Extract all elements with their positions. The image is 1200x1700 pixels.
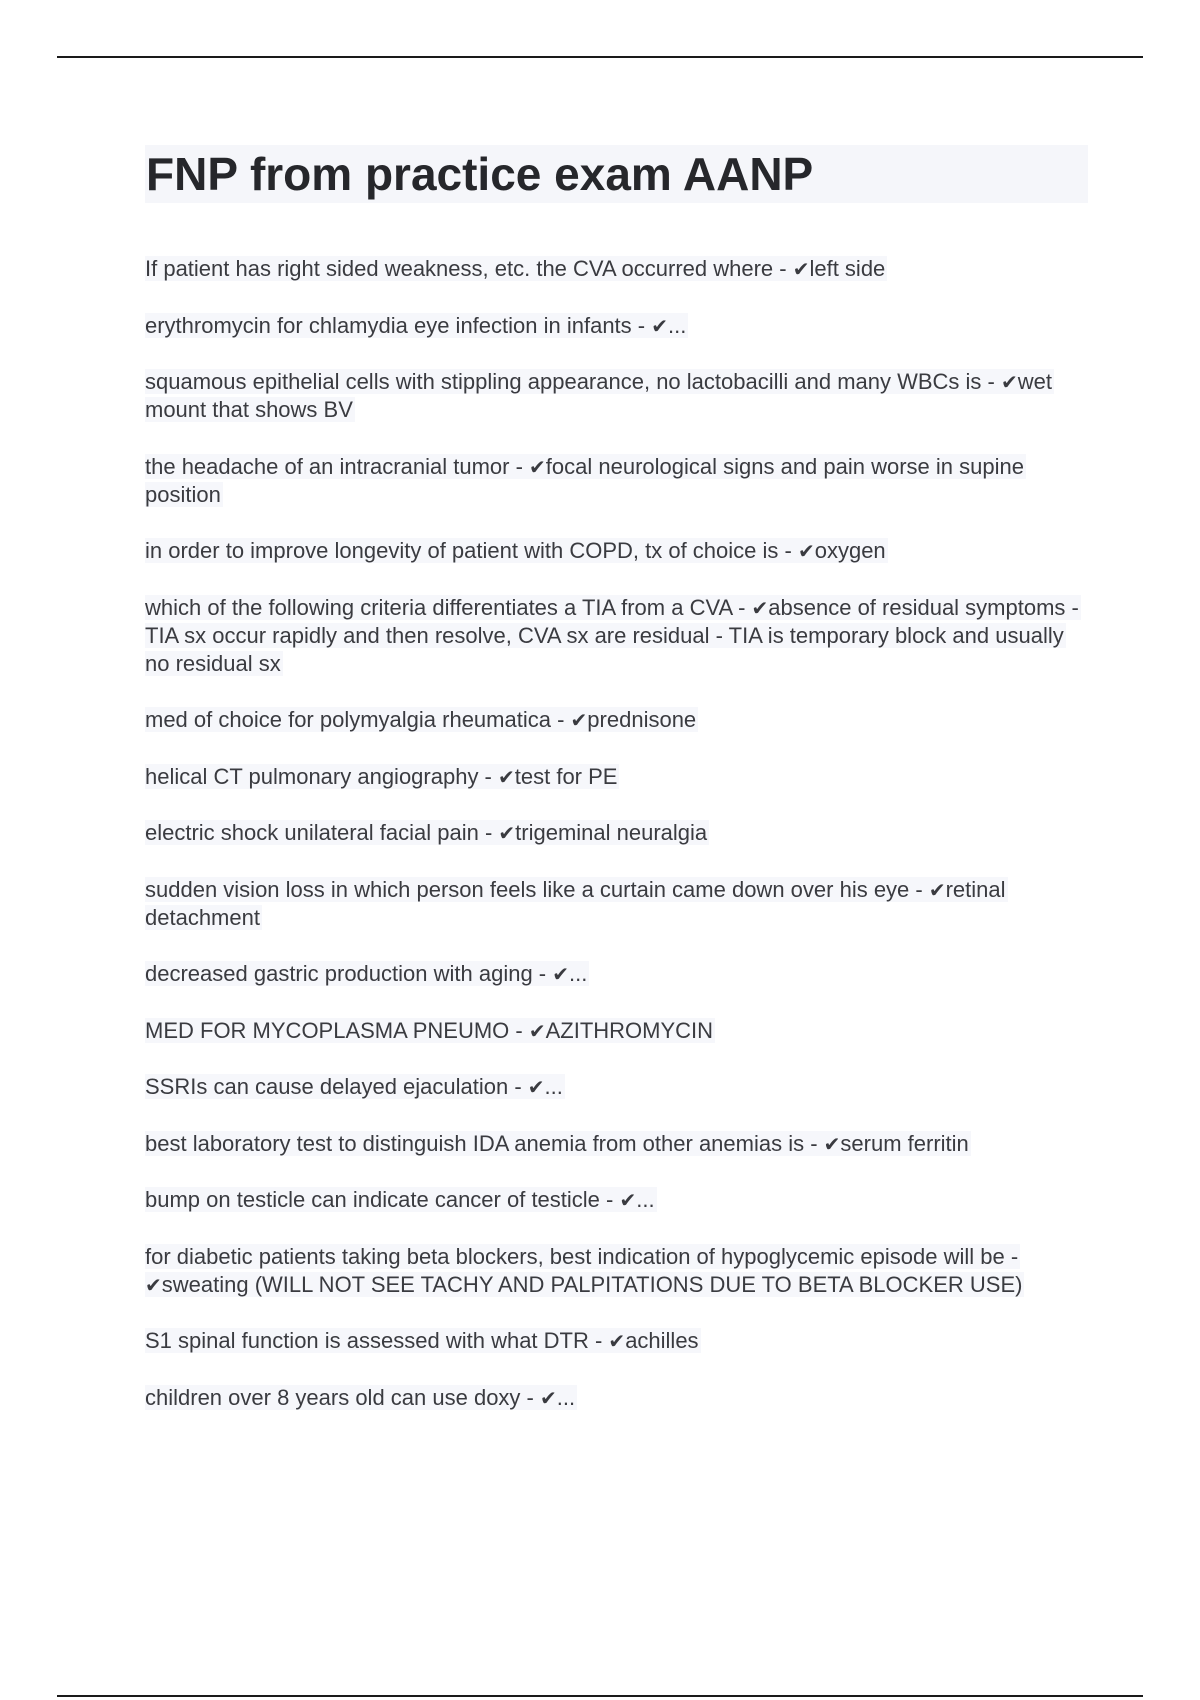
list-item [145, 819, 1085, 847]
item-question: children over 8 years old can use doxy - [145, 1384, 540, 1410]
item-answer: AZITHROMYCIN [545, 1017, 714, 1043]
item-answer: oxygen [814, 538, 886, 563]
item-question: which of the following criteria differentiates a TIA from a CVA - [145, 594, 752, 620]
check-icon: ✔ [552, 962, 569, 986]
check-icon: ✔ [608, 1329, 626, 1353]
item-answer: ... [544, 1074, 563, 1099]
check-icon: ✔ [527, 1075, 545, 1099]
check-icon: ✔ [1000, 370, 1018, 394]
list-item [145, 255, 1085, 283]
item-question: If patient has right sided weakness, etc. the CVA occurred where - [145, 256, 793, 281]
item-answer: achilles [625, 1328, 699, 1353]
check-icon: ✔ [529, 454, 546, 479]
item-question: med of choice for polymyalgia rheumatica - [145, 707, 571, 732]
item-answer: serum ferritin [840, 1130, 969, 1156]
list-item [145, 453, 1085, 509]
item-question: erythromycin for chlamydia eye infection in infants - [145, 312, 652, 338]
item-question: bump on testicle can indicate cancer of testicle - [145, 1187, 620, 1212]
check-icon: ✔ [797, 539, 815, 563]
item-question: electric shock unilateral facial pain - [145, 820, 499, 845]
item-question: squamous epithelial cells with stippling appearance, no lactobacilli and many WBCs is - [145, 369, 1001, 394]
item-answer: ... [569, 961, 588, 986]
check-icon: ✔ [928, 877, 946, 902]
top-divider [57, 56, 1143, 58]
check-icon: ✔ [498, 821, 516, 845]
item-question: for diabetic patients taking beta blockers, best indication of hypoglycemic episode will be - [145, 1243, 1019, 1269]
list-item [145, 876, 1085, 932]
flashcard-list [145, 255, 1085, 1440]
item-question: MED FOR MYCOPLASMA PNEUMO - [145, 1017, 529, 1043]
list-item [145, 706, 1085, 734]
bottom-divider [57, 1695, 1143, 1697]
item-question: the headache of an intracranial tumor - [145, 453, 530, 479]
item-answer: ... [636, 1187, 655, 1212]
check-icon: ✔ [619, 1188, 637, 1212]
item-question: helical CT pulmonary angiography - [145, 763, 498, 789]
item-answer: absence of residual symptoms - TIA sx occur rapidly and then resolve, CVA sx are residual - TIA is temporary block and usually no residual sx [145, 594, 1079, 676]
check-icon: ✔ [498, 764, 515, 789]
check-icon: ✔ [145, 1272, 162, 1297]
item-question: in order to improve longevity of patient with COPD, tx of choice is - [145, 538, 798, 563]
item-answer: trigeminal neuralgia [515, 820, 708, 845]
page-title: FNP from practice exam AANP [146, 148, 814, 200]
item-answer: retinal detachment [145, 876, 1006, 930]
list-item [145, 1327, 1085, 1355]
list-item [145, 1384, 1085, 1412]
list-item [145, 594, 1085, 678]
check-icon: ✔ [792, 257, 810, 281]
item-question: decreased gastric production with aging - [145, 961, 553, 986]
list-item [145, 312, 1085, 340]
item-answer: test for PE [514, 763, 618, 789]
list-item [145, 1130, 1085, 1158]
item-answer: sweating (WILL NOT SEE TACHY AND PALPITATIONS DUE TO BETA BLOCKER USE) [161, 1271, 1023, 1297]
list-item [145, 763, 1085, 791]
item-question: best laboratory test to distinguish IDA anemia from other anemias is - [145, 1130, 824, 1156]
item-question: SSRIs can cause delayed ejaculation - [145, 1074, 528, 1099]
check-icon: ✔ [823, 1131, 841, 1156]
list-item [145, 960, 1085, 988]
item-question: S1 spinal function is assessed with what DTR - [145, 1328, 609, 1353]
item-answer: left side [809, 256, 886, 281]
item-answer: focal neurological signs and pain worse in supine position [145, 453, 1024, 507]
check-icon: ✔ [539, 1385, 557, 1410]
check-icon: ✔ [751, 595, 769, 620]
item-answer: ... [556, 1384, 576, 1410]
check-icon: ✔ [651, 313, 668, 338]
item-answer: wet mount that shows BV [145, 369, 1052, 422]
list-item [145, 1017, 1085, 1045]
list-item [145, 1073, 1085, 1101]
check-icon: ✔ [570, 708, 588, 732]
list-item [145, 537, 1085, 565]
list-item [145, 1243, 1085, 1299]
item-question: sudden vision loss in which person feels like a curtain came down over his eye - [145, 876, 929, 902]
check-icon: ✔ [528, 1018, 546, 1043]
item-answer: ... [667, 312, 687, 338]
item-answer: prednisone [587, 707, 697, 732]
list-item [145, 1186, 1085, 1214]
list-item [145, 368, 1085, 424]
